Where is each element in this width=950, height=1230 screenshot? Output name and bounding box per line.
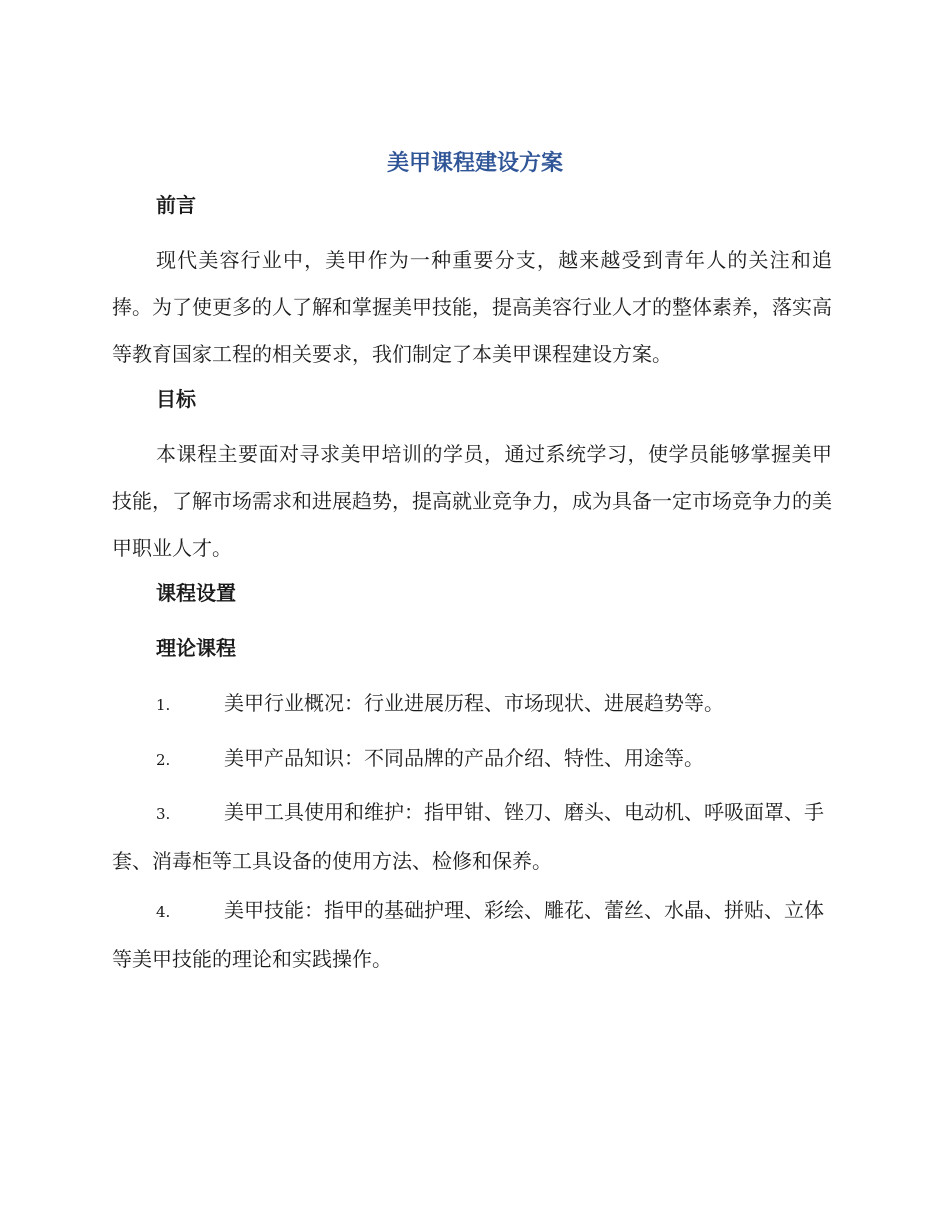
list-item (112, 735, 832, 784)
list-item (112, 680, 832, 729)
heading-course-setup: 课程设置 (156, 581, 236, 605)
paragraph-goal: 本课程主要面对寻求美甲培训的学员，通过系统学习，使学员能够掌握美甲技能，了解市场需求和进展趋势，提高就业竞争力，成为具备一定市场竞争力的美甲职业人才。 (112, 442, 832, 560)
list-item (112, 789, 832, 885)
list-item-text: 美甲行业概况：行业进展历程、市场现状、进展趋势等。 (224, 691, 724, 715)
list-item-text: 美甲产品知识：不同品牌的产品介绍、特性、用途等。 (224, 746, 704, 770)
heading-preface: 前言 (156, 193, 196, 217)
document-title: 美甲课程建设方案 (386, 151, 563, 176)
list-item (112, 887, 832, 983)
list-item-text: 美甲工具使用和维护：指甲钳、锉刀、磨头、电动机、呼吸面罩、手套、消毒柜等工具设备的使用方法、检修和保养。 (112, 800, 824, 873)
paragraph-preface: 现代美容行业中，美甲作为一种重要分支，越来越受到青年人的关注和追捧。为了使更多的人了解和掌握美甲技能，提高美容行业人才的整体素养，落实高等教育国家工程的相关要求，我们制定了本美甲课程建设方案。 (112, 248, 832, 366)
list-item-number: 4. (156, 903, 171, 921)
list-item-number: 3. (156, 805, 171, 823)
list-item-number: 2. (156, 751, 171, 769)
list-item-text: 美甲技能：指甲的基础护理、彩绘、雕花、蕾丝、水晶、拼贴、立体等美甲技能的理论和实践操作。 (112, 898, 824, 971)
list-item-number: 1. (156, 696, 171, 714)
heading-theory: 理论课程 (156, 636, 236, 660)
heading-goal: 目标 (156, 387, 196, 411)
